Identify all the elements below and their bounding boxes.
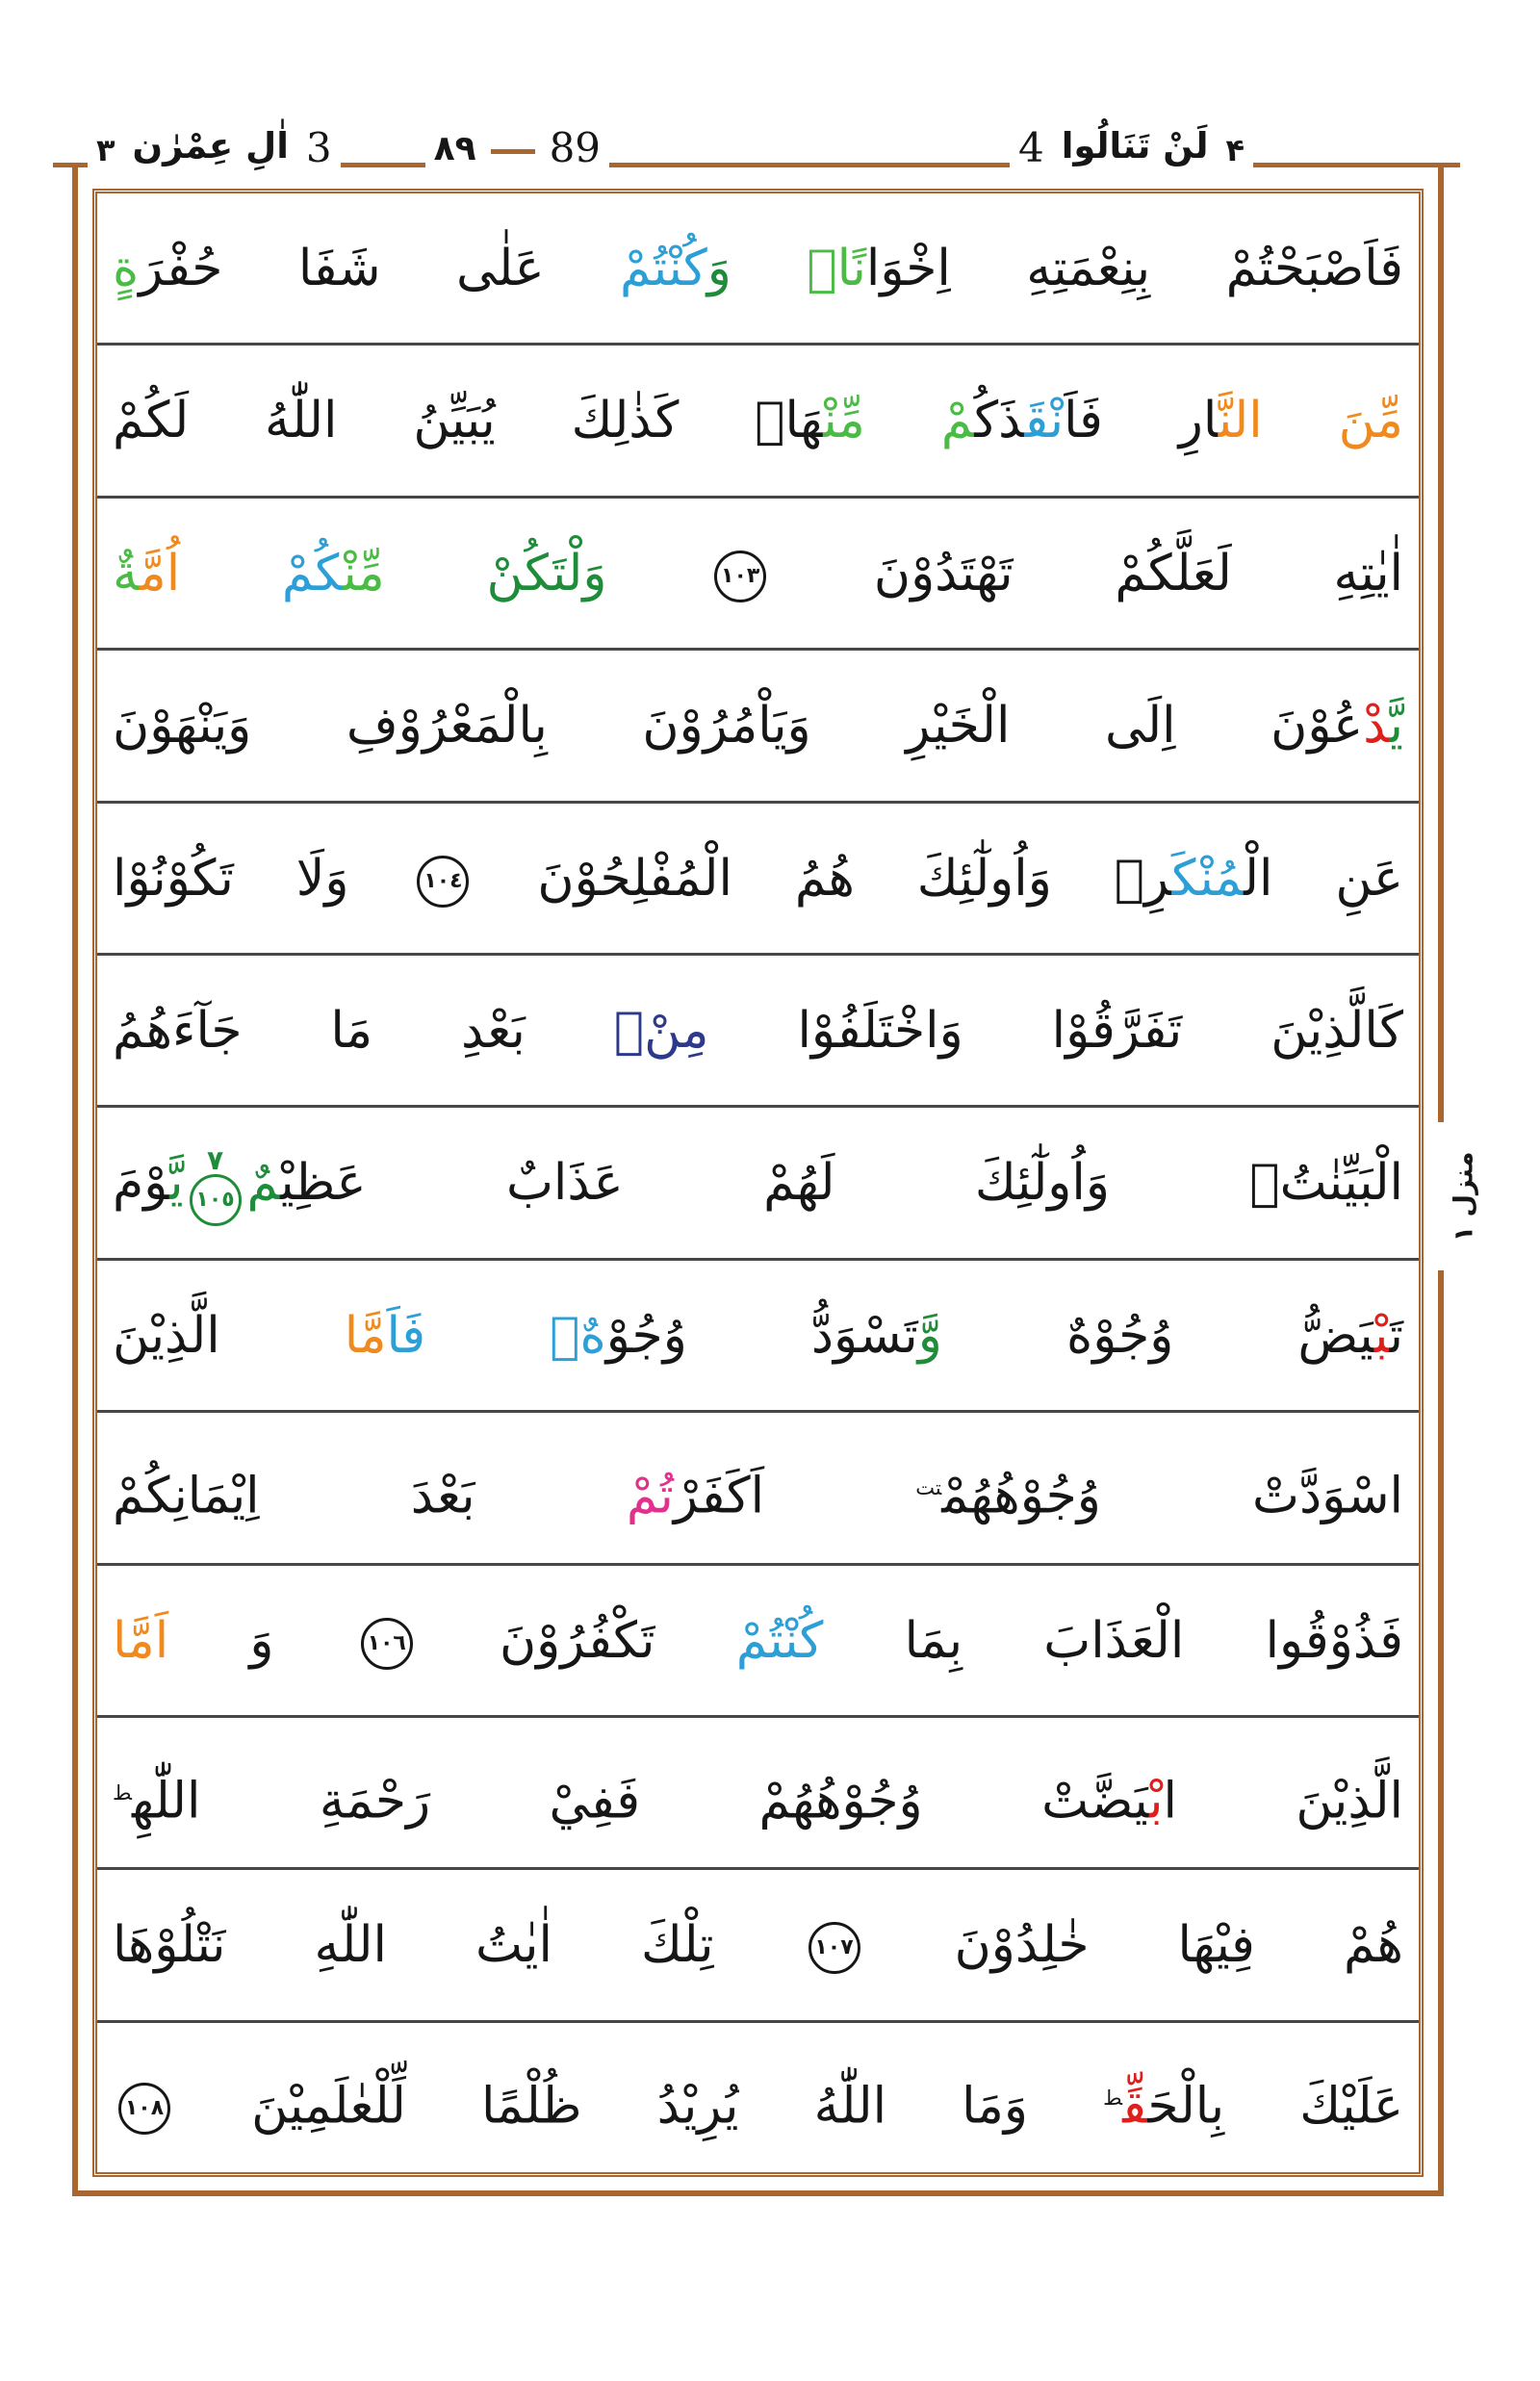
text-segment: ةٌ — [113, 544, 140, 602]
verse-marker — [118, 2083, 170, 2135]
text-segment: رِۗ وَاُولٰٓئِكَ هُمُ الْمُفْلِحُوْنَ — [475, 849, 1172, 908]
quran-line — [97, 651, 1419, 803]
verse-marker — [190, 1143, 242, 1226]
text-segment: عَلٰى شَفَا حُفْرَ — [139, 240, 621, 297]
text-segment: عُوْنَ اِلَى الْخَيْرِ وَيَاْمُرُوْنَ بِالْمَعْرُوْفِ وَيَنْهَوْنَ — [113, 697, 1364, 755]
text-segment: فَذُوْقُوا الْعَذَابَ بِمَا — [823, 1611, 1404, 1670]
text-segment: كُمْ — [281, 544, 344, 602]
text-segment: اَمَّا — [113, 1611, 169, 1670]
text-segment: فَاَ — [386, 1306, 551, 1365]
page-number-arabic: ٨٩ — [433, 129, 476, 168]
text-segment: كُنْتُمْ — [735, 1611, 824, 1670]
verse-marker — [808, 1922, 860, 1974]
quran-line — [97, 193, 1419, 346]
surah-number-latin: 3 — [305, 124, 332, 171]
juz-name: لَنْ تَنَالُوا — [1061, 125, 1209, 166]
quran-rows — [97, 193, 1419, 2172]
quran-line — [97, 499, 1419, 651]
text-segment: مْ مِّنْ — [823, 392, 975, 450]
verse-number: ١٠٥ — [190, 1174, 242, 1226]
manzil-marker — [1430, 1122, 1498, 1270]
text-segment: تَكْفُرُوْنَ — [418, 1611, 736, 1670]
text-segment: فَاَصْبَحْتُمْ بِنِعْمَتِهِ اِخْوَا — [865, 240, 1404, 297]
text-segment: ارِ فَاَ — [1064, 392, 1219, 450]
text-segment: تت — [915, 1476, 942, 1500]
text-segment: مِّنْ — [343, 544, 385, 602]
text-segment: تُمْ — [626, 1467, 674, 1525]
text-segment: يَضَّتْ وُجُوْهُهُمْ فَفِيْ رَحْمَةِ اللّٰهِ — [131, 1772, 1149, 1831]
text-segment: يَّ — [1389, 697, 1403, 755]
verse-marker — [417, 856, 469, 908]
verse-number: ١٠٨ — [118, 2083, 170, 2135]
manzil-label: منزل ۱ — [1449, 1151, 1479, 1242]
text-segment — [732, 240, 807, 297]
verse-number: ١٠٣ — [714, 550, 766, 602]
text-segment: نْقَ — [1024, 392, 1065, 450]
text-segment: وْمَ — [113, 1154, 170, 1213]
verse-number: ١٠٤ — [417, 856, 469, 908]
verse-marker — [714, 550, 766, 602]
text-segment: ةٍ — [113, 240, 140, 297]
header-dash — [491, 149, 535, 154]
surah-name: اٰلِ عِمْرٰن — [132, 125, 289, 166]
text-segment: يَّ — [169, 1154, 184, 1213]
text-segment: هُمْ فِيْهَا خٰلِدُوْنَ — [865, 1916, 1403, 1975]
text-segment: عَلَيْكَ بِالْحَ — [1147, 2077, 1403, 2136]
juz-number-arabic: ۴ — [1225, 132, 1245, 168]
text-segment: ذَكُ — [974, 392, 1025, 450]
text-segment: وَ — [706, 240, 732, 297]
text-segment: هَاۗ كَذٰلِكَ يُبَيِّنُ اللّٰهُ لَكُمْ — [113, 392, 824, 450]
text-segment: نًاۚ — [807, 240, 866, 297]
text-segment: كَالَّذِيْنَ تَفَرَّقُوْا وَاخْتَلَفُوْا — [708, 1001, 1404, 1060]
text-segment: مَّا — [344, 1306, 387, 1365]
text-segment: هٌۚ — [550, 1306, 606, 1365]
text-segment: اُمَّ — [139, 544, 282, 602]
text-segment: وَلَا تَكُوْنُوْا — [113, 849, 412, 908]
text-segment: بَعْدَ اِيْمَانِكُمْ — [113, 1467, 627, 1525]
quran-line — [97, 1870, 1419, 2022]
quran-line — [97, 1413, 1419, 1565]
text-segment: تَسْوَدُّ وُجُوْ — [605, 1306, 918, 1365]
quran-line — [97, 1718, 1419, 1870]
text-segment: وَّ — [917, 1306, 942, 1365]
quran-line — [97, 346, 1419, 498]
inner-border-frame — [92, 189, 1424, 2177]
text-segment: الْبَيِّنٰتُۗ وَاُولٰٓئِكَ لَهُمْ عَذَابٌ عَظِيْ — [280, 1154, 1403, 1213]
text-segment: وَمَا اللّٰهُ يُرِيْدُ ظُلْمًا لِّلْعٰلَمِيْنَ — [176, 2077, 1104, 2136]
text-segment: اٰيٰتِهِ لَعَلَّكُمْ تَهْتَدُوْنَ — [772, 544, 1403, 602]
verse-number: ١٠٦ — [361, 1618, 413, 1670]
quran-line — [97, 804, 1419, 956]
text-segment: الَّذِيْنَ — [113, 1306, 345, 1365]
quran-line — [97, 956, 1419, 1108]
page-header — [53, 112, 1460, 169]
verse-marker — [361, 1618, 413, 1670]
text-segment: تِلْكَ اٰيٰتُ اللّٰهِ نَتْلُوْهَا — [113, 1916, 803, 1975]
quran-line — [97, 1566, 1419, 1718]
quran-line — [97, 1261, 1419, 1413]
text-segment: مُنْكَ — [1171, 849, 1245, 908]
text-segment: عَنِ الْ — [1244, 849, 1403, 908]
surah-number-arabic: ۳ — [96, 132, 116, 168]
text-segment: ط — [113, 1780, 132, 1805]
text-segment: الَّذِيْنَ ا — [1163, 1772, 1403, 1831]
text-segment: يَضُّ وُجُوْهٌ — [941, 1306, 1374, 1365]
text-segment: بْ — [1373, 1306, 1390, 1365]
text-segment: بْ — [1148, 1772, 1164, 1831]
quran-line — [97, 1108, 1419, 1260]
text-segment: بَعْدِ مَا جَآءَهُمُ — [113, 1001, 614, 1060]
text-segment: كُنْتُمْ — [620, 240, 707, 297]
page-number-latin: 89 — [549, 124, 602, 171]
juz-number-latin: 4 — [1018, 124, 1044, 171]
text-segment: مٌ — [246, 1154, 281, 1213]
quran-line — [97, 2023, 1419, 2172]
text-segment: قِّ — [1122, 2077, 1148, 2136]
ruku-number: ٧ — [207, 1143, 224, 1176]
text-segment — [606, 545, 708, 602]
text-segment: دْ — [1363, 697, 1390, 755]
text-segment: اَكَفَرْ — [673, 1467, 916, 1525]
text-segment: اسْوَدَّتْ وُجُوْهُهُمْ — [941, 1467, 1403, 1525]
text-segment: ط — [1103, 2086, 1123, 2110]
text-segment: مِّنَ النَّ — [1218, 392, 1404, 450]
text-segment: وَ — [168, 1611, 355, 1670]
text-segment: تَ — [1389, 1306, 1404, 1365]
verse-number: ١٠٧ — [808, 1922, 860, 1974]
text-segment: وَلْتَكُنْ — [384, 544, 607, 602]
text-segment: مِنْۢ — [613, 1001, 709, 1060]
